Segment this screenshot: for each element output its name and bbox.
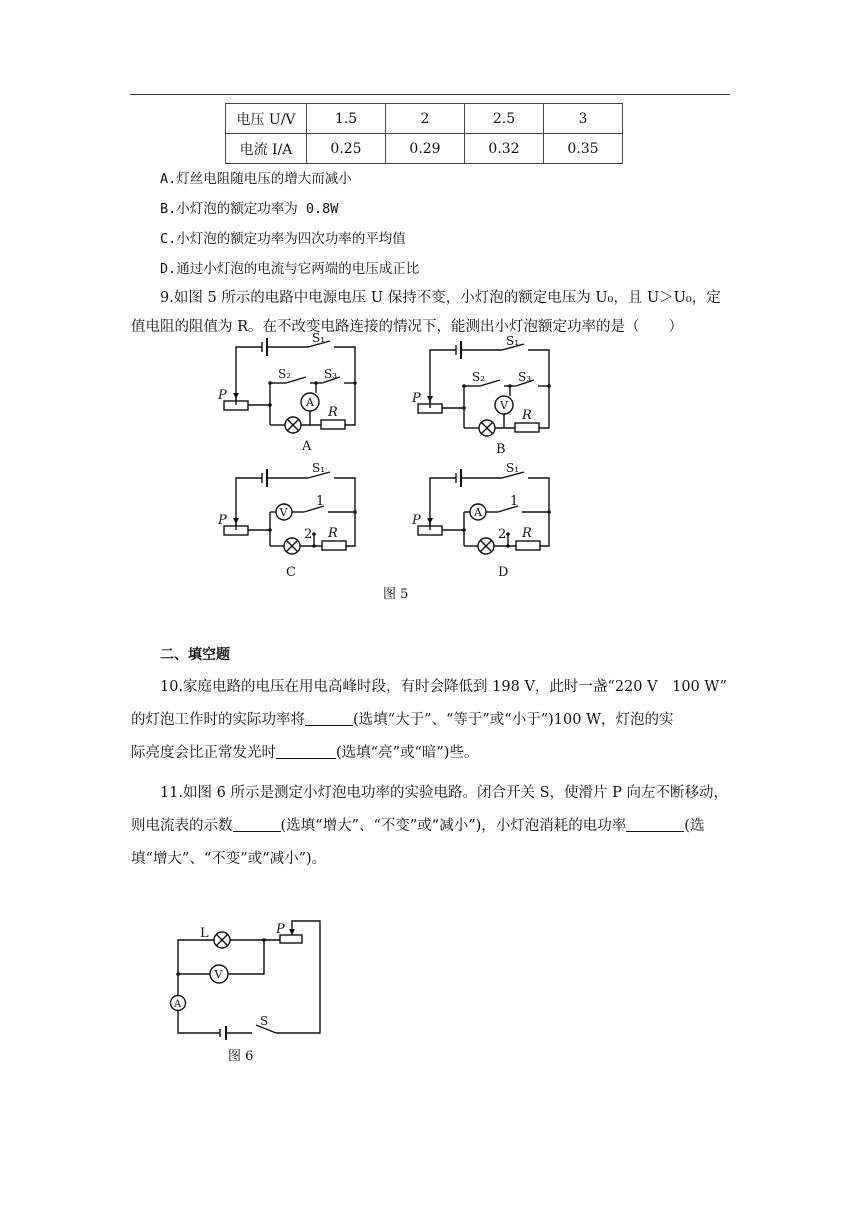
voltage-current-table (225, 103, 623, 164)
table-cell: 0.32 (465, 134, 544, 164)
table-header-cell: 电流 I/A (226, 134, 307, 164)
circuit-d-s1-label: S₁ (506, 461, 520, 475)
question-11-line-2 (131, 814, 704, 835)
option-b: B.小灯泡的额定功率为 0.8W (160, 201, 339, 217)
table-cell: 2.5 (465, 104, 544, 134)
circuit-b-diagram (412, 336, 562, 458)
figure-6-switch-label: S (260, 1014, 269, 1028)
figure-6-voltmeter-label: V (214, 968, 223, 981)
circuit-b-voltmeter-label: V (500, 399, 508, 412)
circuit-b-s1-label: S₁ (506, 334, 520, 348)
figure-6-circuit-diagram (160, 915, 330, 1043)
circuit-c-caption: C (286, 565, 296, 580)
figure-6-lamp-label: L (200, 926, 209, 941)
table-row (226, 104, 623, 134)
question-10-line-2 (131, 708, 673, 729)
question-9-line-2: 值电阻的阻值为 R。在不改变电路连接的情况下，能测出小灯泡额定功率的是（ ） (131, 319, 684, 335)
q10-text: 际亮度会比正常发光时 (131, 745, 276, 761)
figure-6-ammeter-label: A (174, 999, 182, 1010)
question-11-line-1: 11.如图 6 所示是测定小灯泡电功率的实验电路。闭合开关 S，使滑片 P 向左不断移动， (160, 785, 729, 801)
circuit-d-caption: D (498, 565, 509, 580)
circuit-b-s2-label: S₂ (472, 370, 486, 384)
table-cell: 0.25 (307, 134, 386, 164)
circuit-c-r-label: R (328, 526, 338, 541)
circuit-c-pos1-label: 1 (316, 494, 325, 509)
circuit-b-caption: B (496, 442, 506, 457)
circuit-b-r-label: R (522, 408, 532, 423)
option-d: D.通过小灯泡的电流与它两端的电压成正比 (160, 261, 420, 277)
table-row (226, 134, 623, 164)
table-cell: 2 (386, 104, 465, 134)
q11-text: 则电流表的示数 (131, 818, 233, 834)
answer-blank[interactable] (305, 711, 353, 726)
circuit-a-ammeter-label: A (306, 396, 314, 409)
table-cell: 3 (544, 104, 623, 134)
figure-5-caption: 图 5 (383, 587, 409, 602)
table-cell: 1.5 (307, 104, 386, 134)
section-heading: 二、填空题 (160, 647, 230, 663)
circuit-a-s3-label: S₃ (324, 367, 338, 381)
circuit-a-s2-label: S₂ (278, 367, 292, 381)
circuit-d-p-label: P (412, 513, 421, 528)
circuit-a-p-label: P (218, 388, 227, 403)
circuit-d-r-label: R (522, 526, 532, 541)
figure-6-p-label: P (276, 922, 285, 937)
circuit-a-r-label: R (328, 405, 338, 420)
answer-blank[interactable] (233, 817, 281, 832)
circuit-b-s3-label: S₃ (518, 370, 532, 384)
table-cell: 0.35 (544, 134, 623, 164)
circuit-a-s1-label: S₁ (312, 331, 326, 345)
question-9-line-1: 9.如图 5 所示的电路中电源电压 U 保持不变，小灯泡的额定电压为 U₀，且 U＞U₀，定 (160, 290, 721, 306)
circuit-c-s1-label: S₁ (312, 461, 326, 475)
circuit-d-pos1-label: 1 (510, 494, 519, 509)
answer-blank[interactable] (276, 744, 336, 759)
circuit-d-pos2-label: 2 (498, 527, 507, 542)
q10-text: (选填“亮”或“暗”)些。 (336, 745, 479, 761)
answer-blank[interactable] (626, 817, 684, 832)
question-10-line-3 (131, 741, 478, 762)
circuit-c-pos2-label: 2 (304, 527, 313, 542)
question-11-line-3: 填“增大”、“不变”或“减小”)。 (131, 851, 327, 867)
q11-text: (选填“增大”、“不变”或“减小”)，小灯泡消耗的电功率 (280, 818, 627, 834)
q11-text: (选 (684, 818, 705, 834)
header-rule (130, 94, 730, 95)
circuit-b-p-label: P (412, 391, 421, 406)
circuit-c-voltmeter-label: V (279, 506, 288, 519)
circuit-d-ammeter-label: A (474, 506, 482, 519)
table-cell: 0.29 (386, 134, 465, 164)
table-header-cell: 电压 U/V (226, 104, 307, 134)
q10-text: 的灯泡工作时的实际功率将 (131, 712, 305, 728)
q10-text: (选填“大于”、“等于”或“小于”)100 W，灯泡的实 (353, 712, 674, 728)
option-c: C.小灯泡的额定功率为四次功率的平均值 (160, 231, 406, 247)
circuit-c-p-label: P (218, 513, 227, 528)
circuit-a-diagram (218, 333, 368, 455)
option-a: A.灯丝电阻随电压的增大而减小 (160, 171, 352, 187)
question-10-line-1: 10.家庭电路的电压在用电高峰时段，有时会降低到 198 V，此时一盏“220 V 100 W” (160, 679, 727, 695)
figure-6-caption: 图 6 (228, 1049, 254, 1064)
circuit-d-diagram (412, 460, 562, 582)
circuit-a-caption: A (302, 439, 312, 454)
circuit-c-diagram (218, 460, 368, 582)
